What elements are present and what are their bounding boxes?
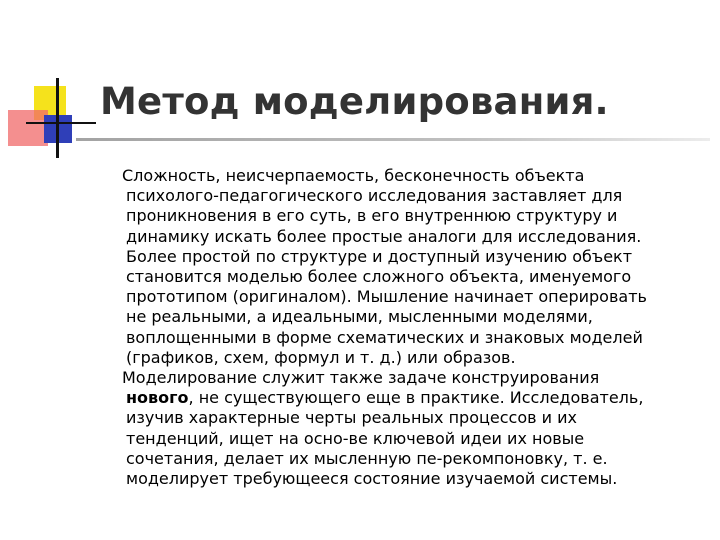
paragraph-2-line: тенденций, ищет на осно-ве ключевой идеи их новые [126, 428, 585, 448]
slide-title: Метод моделирования. [100, 80, 609, 123]
decor-red-square [8, 110, 48, 146]
paragraph-1-line: психолого-педагогического исследования заставляет для [126, 186, 623, 206]
paragraph-1-line: воплощенными в форме схематических и знаковых моделей [126, 327, 643, 347]
paragraph-2-line: Моделирование служит также задаче конструирования [122, 368, 600, 388]
paragraph-1-line: не реальными, а идеальными, мысленными моделями, [126, 307, 593, 327]
paragraph-1-line: становится моделью более сложного объекта, именуемого [126, 267, 632, 287]
paragraph-1 [118, 166, 703, 368]
paragraph-1-line: проникновения в его суть, в его внутреннюю структуру и [126, 206, 618, 226]
emphasized-word: нового [126, 388, 189, 408]
decor-horizontal-line [26, 122, 96, 124]
slide-body [118, 166, 703, 489]
paragraph-1-line: динамику искать более простые аналоги для исследования. [126, 226, 642, 246]
paragraph-1-line: прототипом (оригиналом). Мышление начинает оперировать [126, 287, 647, 307]
paragraph-2-line: сочетания, делает их мысленную пе-рекомпоновку, т. е. [126, 448, 608, 468]
paragraph-2 [118, 368, 703, 489]
paragraph-1-line: (графиков, схем, формул и т. д.) или образов. [126, 347, 516, 367]
paragraph-1-line: Сложность, неисчерпаемость, бесконечность объекта [122, 166, 585, 185]
title-divider [76, 138, 710, 141]
paragraph-2-line [118, 388, 703, 408]
decor-vertical-line [56, 78, 59, 158]
paragraph-1-line: Более простой по структуре и доступный изучению объект [126, 246, 633, 266]
paragraph-2-line-rest: , не существующего еще в практике. Исследователь, [188, 388, 644, 408]
paragraph-2-line: изучив характерные черты реальных процессов и их [126, 408, 577, 428]
paragraph-2-line: моделирует требующееся состояние изучаемой системы. [126, 469, 618, 489]
